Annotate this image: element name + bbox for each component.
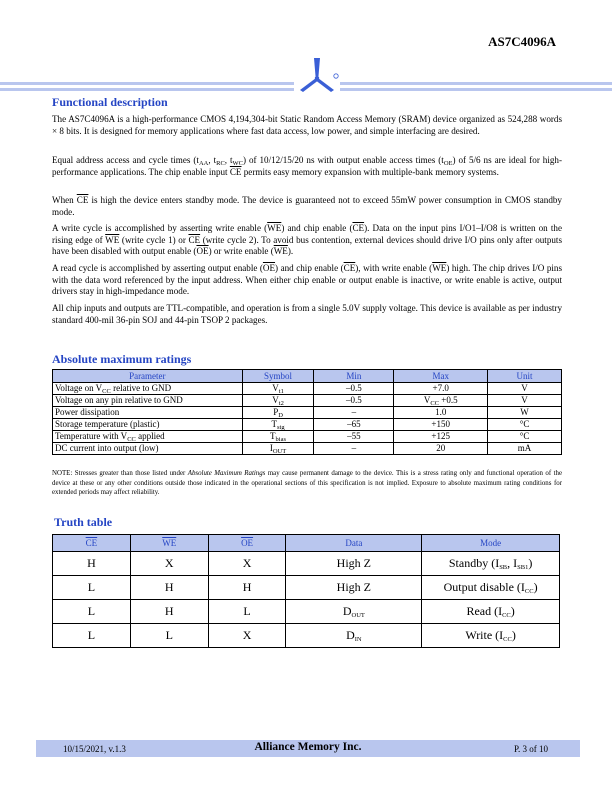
- ce-cell: L: [53, 576, 131, 600]
- data-cell: $D_{OUT}$: [286, 600, 422, 624]
- unit-cell: V: [488, 395, 562, 407]
- min-cell: –0.5: [314, 383, 394, 395]
- table-row: [53, 600, 560, 624]
- footer-bar: [36, 740, 580, 757]
- symbol-cell: $I_{OUT}$: [242, 443, 314, 455]
- parameter-cell: Voltage on $V_{CC}$ relative to GND: [53, 383, 243, 395]
- unit-cell: V: [488, 383, 562, 395]
- unit-cell: W: [488, 407, 562, 419]
- mode-cell: Read $(I_{CC})$: [422, 600, 560, 624]
- parameter-cell: DC current into output (low): [53, 443, 243, 455]
- absolute-maximum-ratings-table: [52, 369, 562, 455]
- data-cell: High Z: [286, 552, 422, 576]
- table-row: [53, 383, 562, 395]
- symbol-cell: $V_{t2}$: [242, 395, 314, 407]
- max-cell: +125: [394, 431, 488, 443]
- paragraph-standby: When $\overline{CE}$ is high the device enters standby mode. The device is guaranteed not to exceed 55mW power consumption in CMOS standby mode.: [52, 195, 562, 217]
- column-header-we: $\overline{WE}$: [130, 535, 208, 552]
- table-row: [53, 552, 560, 576]
- paragraph-read-cycle: A read cycle is accomplished by asserting output enable $(\overline{OE})$ and chip enable $(\overline{CE})$, with write enable $(\overline{WE})$ high. The chip drives I/O pins with the data word referenced by the input address. When either chip enable or output enable is inactive, or write enable is active, output drivers stay in high-impedance mode.: [52, 263, 562, 297]
- paragraph-write-cycle: A write cycle is accomplished by asserting write enable $(\overline{WE})$ and chip enable $(\overline{CE})$. Data on the input pins I/O1–I/O8 is written on the rising edge of $\overline{WE}$ (write cycle 1) or $\overline{CE}$ (write cycle 2). To avoid bus contention, external devices should drive I/O pins only after outputs have been disabled with output enable $(\overline{OE})$ or write enable $(\overline{WE})$.: [52, 223, 562, 257]
- unit-cell: °C: [488, 419, 562, 431]
- mode-cell: Write $(I_{CC})$: [422, 624, 560, 648]
- paragraph-ttl: All chip inputs and outputs are TTL-compatible, and operation is from a single 5.0V supply voltage. This device is available as per industry standard 400-mil 36-pin SOJ and 44-pin TSOP 2 packages.: [52, 303, 562, 325]
- symbol-cell: $T_{bias}$: [242, 431, 314, 443]
- data-cell: High Z: [286, 576, 422, 600]
- oe-cell: X: [208, 552, 286, 576]
- column-header-unit: Unit: [488, 370, 562, 383]
- ce-cell: H: [53, 552, 131, 576]
- table-row: [53, 443, 562, 455]
- max-cell: 20: [394, 443, 488, 455]
- truth-table-heading: Truth table: [54, 515, 113, 529]
- column-header-data: Data: [286, 535, 422, 552]
- we-cell: H: [130, 600, 208, 624]
- column-header-max: Max: [394, 370, 488, 383]
- min-cell: –55: [314, 431, 394, 443]
- ce-cell: L: [53, 624, 131, 648]
- oe-cell: L: [208, 600, 286, 624]
- column-header-symbol: Symbol: [242, 370, 314, 383]
- table-row: [53, 624, 560, 648]
- table-row: [53, 395, 562, 407]
- parameter-cell: Voltage on any pin relative to GND: [53, 395, 243, 407]
- symbol-cell: $T_{stg}$: [242, 419, 314, 431]
- max-cell: +7.0: [394, 383, 488, 395]
- oe-cell: H: [208, 576, 286, 600]
- min-cell: –0.5: [314, 395, 394, 407]
- absolute-maximum-ratings-heading: Absolute maximum ratings: [52, 352, 192, 366]
- column-header-ce: $\overline{CE}$: [53, 535, 131, 552]
- column-header-mode: Mode: [422, 535, 560, 552]
- truth-table: [52, 534, 560, 648]
- paragraph-overview: The AS7C4096A is a high-performance CMOS 4,194,304-bit Static Random Access Memory (SRAM) device organized as 524,288 words × 8 bits. It is designed for memory applications where fast data access, low power, and simple interfacing are desired.: [52, 114, 562, 136]
- oe-cell: X: [208, 624, 286, 648]
- alliance-logo-icon: [294, 56, 340, 96]
- footer-date: 10/15/2021, v.1.3: [63, 744, 126, 754]
- table-row: [53, 431, 562, 443]
- we-cell: H: [130, 576, 208, 600]
- min-cell: –: [314, 407, 394, 419]
- column-header-oe: $\overline{OE}$: [208, 535, 286, 552]
- we-cell: L: [130, 624, 208, 648]
- symbol-cell: $P_D$: [242, 407, 314, 419]
- ce-cell: L: [53, 600, 131, 624]
- mode-cell: Output disable $(I_{CC})$: [422, 576, 560, 600]
- max-cell: +150: [394, 419, 488, 431]
- unit-cell: °C: [488, 431, 562, 443]
- column-header-min: Min: [314, 370, 394, 383]
- table-header-row: [53, 535, 560, 552]
- footer-page-number: P. 3 of 10: [513, 744, 548, 754]
- data-cell: $D_{IN}$: [286, 624, 422, 648]
- parameter-cell: Temperature with $V_{CC}$ applied: [53, 431, 243, 443]
- min-cell: –65: [314, 419, 394, 431]
- we-cell: X: [130, 552, 208, 576]
- mode-cell: Standby ($I_{SB}$, $I_{SB1}$): [422, 552, 560, 576]
- max-cell: $V_{CC} +0.5$: [394, 395, 488, 407]
- table-row: [53, 407, 562, 419]
- table-row: [53, 419, 562, 431]
- paragraph-timing: Equal address access and cycle times ($t_{AA}$, $t_{RC}$, $t_{WC}$) of 10/12/15/20 ns with output enable access times $(t_{OE})$ of 5/6 ns are ideal for high-performance applications. The chip enable input $\overline{CE}$ permits easy memory expansion with multiple-bank memory systems.: [52, 155, 562, 177]
- table-header-row: [53, 370, 562, 383]
- max-cell: 1.0: [394, 407, 488, 419]
- footer-company: Alliance Memory Inc.: [254, 741, 362, 753]
- document-id: AS7C4096A: [488, 34, 556, 49]
- min-cell: –: [314, 443, 394, 455]
- table-row: [53, 576, 560, 600]
- functional-description-heading: Functional description: [52, 95, 168, 109]
- parameter-cell: Storage temperature (plastic): [53, 419, 243, 431]
- column-header-parameter: Parameter: [53, 370, 243, 383]
- symbol-cell: $V_{t1}$: [242, 383, 314, 395]
- parameter-cell: Power dissipation: [53, 407, 243, 419]
- unit-cell: mA: [488, 443, 562, 455]
- ratings-note: NOTE: Stresses greater than those listed under Absolute Maximum Ratings may cause permanent damage to the device. This is a stress rating only and functional operation of the device at these or any other conditions outside those indicated in the operational sections of this specification is not implied. Exposure to absolute maximum rating conditions for extended periods may affect reliability.: [52, 470, 563, 496]
